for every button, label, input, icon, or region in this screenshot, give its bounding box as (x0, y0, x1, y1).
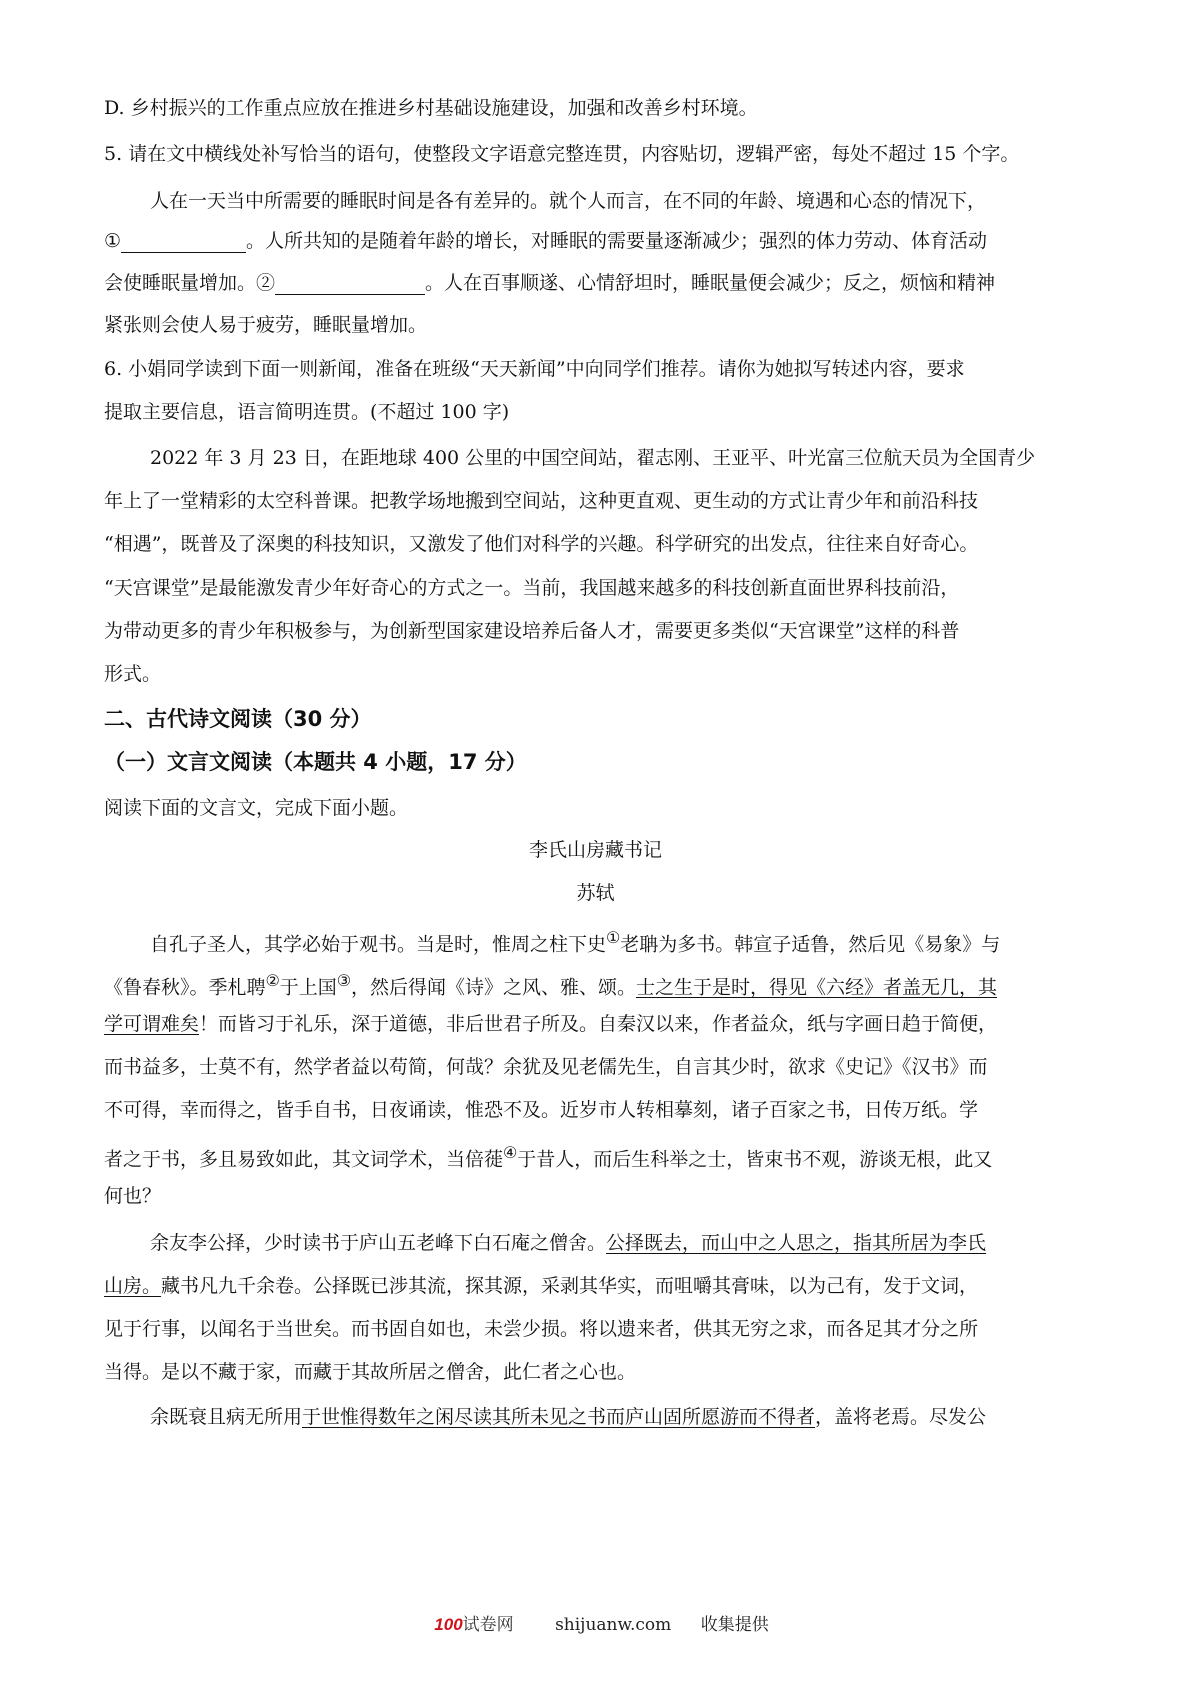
q5-stem: 5. 请在文中横线处补写恰当的语句，使整段文字语意完整连贯，内容贴切，逻辑严密，每处不超过 15 个字。 (104, 143, 1020, 165)
underlined-sentence: 士之生于是时，得见《六经》者盖无几，其 (635, 976, 997, 999)
underlined-sentence: 公择既去，而山中之人思之，指其所居为李氏 (606, 1232, 987, 1254)
essay-line: 者之于书，多且易致如此，其文词学术，当倍蓰④于昔人，而后生科举之士，皆束书不观，游谈无根，此又 (104, 1143, 993, 1171)
essay-line: 自孔子圣人，其学必始于观书。当是时，惟周之柱下史①老聃为多书。韩宣子适鲁，然后见《易象》与 (150, 928, 1001, 956)
essay-line: 见于行事，以闻名于当世矣。而书固自如也，未尝少损。将以遗来者，供其无穷之求，而各足其才分之所 (104, 1318, 979, 1340)
essay-line: 余友李公择，少时读书于庐山五老峰下白石庵之僧舍。公择既去，而山中之人思之，指其所居为李氏 (150, 1232, 987, 1254)
essay-line: 学可谓难矣！而皆习于礼乐，深于道德，非后世君子所及。自秦汉以来，作者益众，纸与字画日趋于简便， (104, 1013, 998, 1035)
blank-1-line[interactable] (121, 232, 246, 253)
footnote-marker: ④ (503, 1143, 518, 1162)
essay-line: 不可得，幸而得之，皆手自书，日夜诵读，惟恐不及。近岁市人转相摹刻，诸子百家之书，日传万纸。学 (104, 1099, 979, 1121)
q6-stem-line-2: 提取主要信息，语言简明连贯。(不超过 100 字) (104, 401, 510, 423)
dotted-word: 书 (332, 1099, 352, 1121)
blank-2-marker: ② (256, 272, 276, 294)
footnote-marker: ① (606, 928, 621, 947)
page-footer (0, 1610, 1191, 1635)
essay-line: 当得。是以不藏于家，而藏于其故所居之僧舍，此仁者之心也。 (104, 1361, 637, 1383)
q5-paragraph-line-3: 会使睡眠量增加。② 。人在百事顺遂、心情舒坦时，睡眠量便会减少；反之，烦恼和精神 (104, 272, 996, 294)
footer-domain[interactable]: shijuanw.com (555, 1615, 672, 1635)
essay-line: 而书益多，士莫不有，然学者益以苟简，何哉？余犹及见老儒先生，自言其少时，欲求《史记》《汉书》而 (104, 1056, 988, 1078)
essay-line: 何也？ (104, 1185, 162, 1207)
section-2-subtitle: （一）文言文阅读（本题共 4 小题，17 分） (104, 750, 527, 774)
logo-text: 试卷网 (462, 1615, 514, 1635)
reading-instruction: 阅读下面的文言文，完成下面小题。 (104, 797, 409, 819)
dotted-word: 苟 (389, 1056, 409, 1078)
news-line: “天宫课堂”是最能激发青少年好奇心的方式之一。当前，我国越来越多的科技创新直面世界科技前沿， (104, 577, 960, 599)
q5-paragraph-line-4: 紧张则会使人易于疲劳，睡眠量增加。 (104, 314, 428, 336)
underlined-sentence: 于世惟得数年之闲尽读其所未见之书而庐山固所愿游而不得者 (302, 1406, 816, 1428)
essay-line: 余既衰且病无所用于世惟得数年之闲尽读其所未见之书而庐山固所愿游而不得者，盖将老焉。尽发公 (150, 1406, 987, 1428)
dotted-word: 固 (389, 1318, 409, 1340)
news-line: 为带动更多的青少年积极参与，为创新型国家建设培养后备人才，需要更多类似“天宫课堂”这样的科普 (104, 620, 960, 642)
logo-number: 100 (434, 1615, 463, 1634)
essay-author: 苏轼 (576, 882, 615, 904)
news-line: 2022 年 3 月 23 日，在距地球 400 公里的中国空间站，翟志刚、王亚平、叶光富三位航天员为全国青少 (150, 447, 1036, 469)
blank-1-marker: ① (104, 230, 122, 252)
essay-title: 李氏山房藏书记 (528, 839, 662, 861)
underlined-sentence: 学可谓难矣 (104, 1013, 200, 1035)
news-line: 年上了一堂精彩的太空科普课。把教学场地搬到空间站，这种更直观、更生动的方式让青少年和前沿科技 (104, 490, 979, 512)
blank-2-line[interactable] (275, 274, 425, 295)
site-logo (422, 1615, 525, 1635)
essay-line: 《鲁春秋》。季札聘②于上国③，然后得闻《诗》之风、雅、颂。士之生于是时，得见《六经》者盖无几，其 (104, 971, 997, 999)
news-line: “相遇”，既普及了深奥的科技知识，又激发了他们对科学的兴趣。科学研究的出发点，往往来自好奇心。 (104, 533, 979, 555)
news-line: 形式。 (104, 663, 162, 685)
underlined-sentence: 山房。 (104, 1275, 162, 1297)
q6-stem-line-1: 6. 小娟同学读到下面一则新闻，准备在班级“天天新闻”中向同学们推荐。请你为她拟写转述内容，要求 (104, 358, 965, 380)
footer-note: 收集提供 (700, 1615, 769, 1635)
footnote-marker: ② (265, 971, 280, 990)
q4-option-d: D. 乡村振兴的工作重点应放在推进乡村基础设施建设，加强和改善乡村环境。 (104, 97, 758, 119)
footnote-marker: ③ (336, 971, 351, 990)
q5-paragraph-line-2: ① 。人所共知的是随着年龄的增长，对睡眠的需要量逐渐减少；强烈的体力劳动、体育活动 (104, 230, 988, 252)
essay-line: 山房。藏书凡九千余卷。公择既已涉其流，探其源，采剥其华实，而咀嚼其膏味，以为己有，发于文词， (104, 1275, 979, 1297)
section-2-title: 二、古代诗文阅读（30 分） (104, 707, 372, 731)
dotted-word: 遗 (617, 1318, 637, 1340)
q5-paragraph-line-1: 人在一天当中所需要的睡眠时间是各有差异的。就个人而言，在不同的年龄、境遇和心态的情况下， (150, 190, 987, 212)
